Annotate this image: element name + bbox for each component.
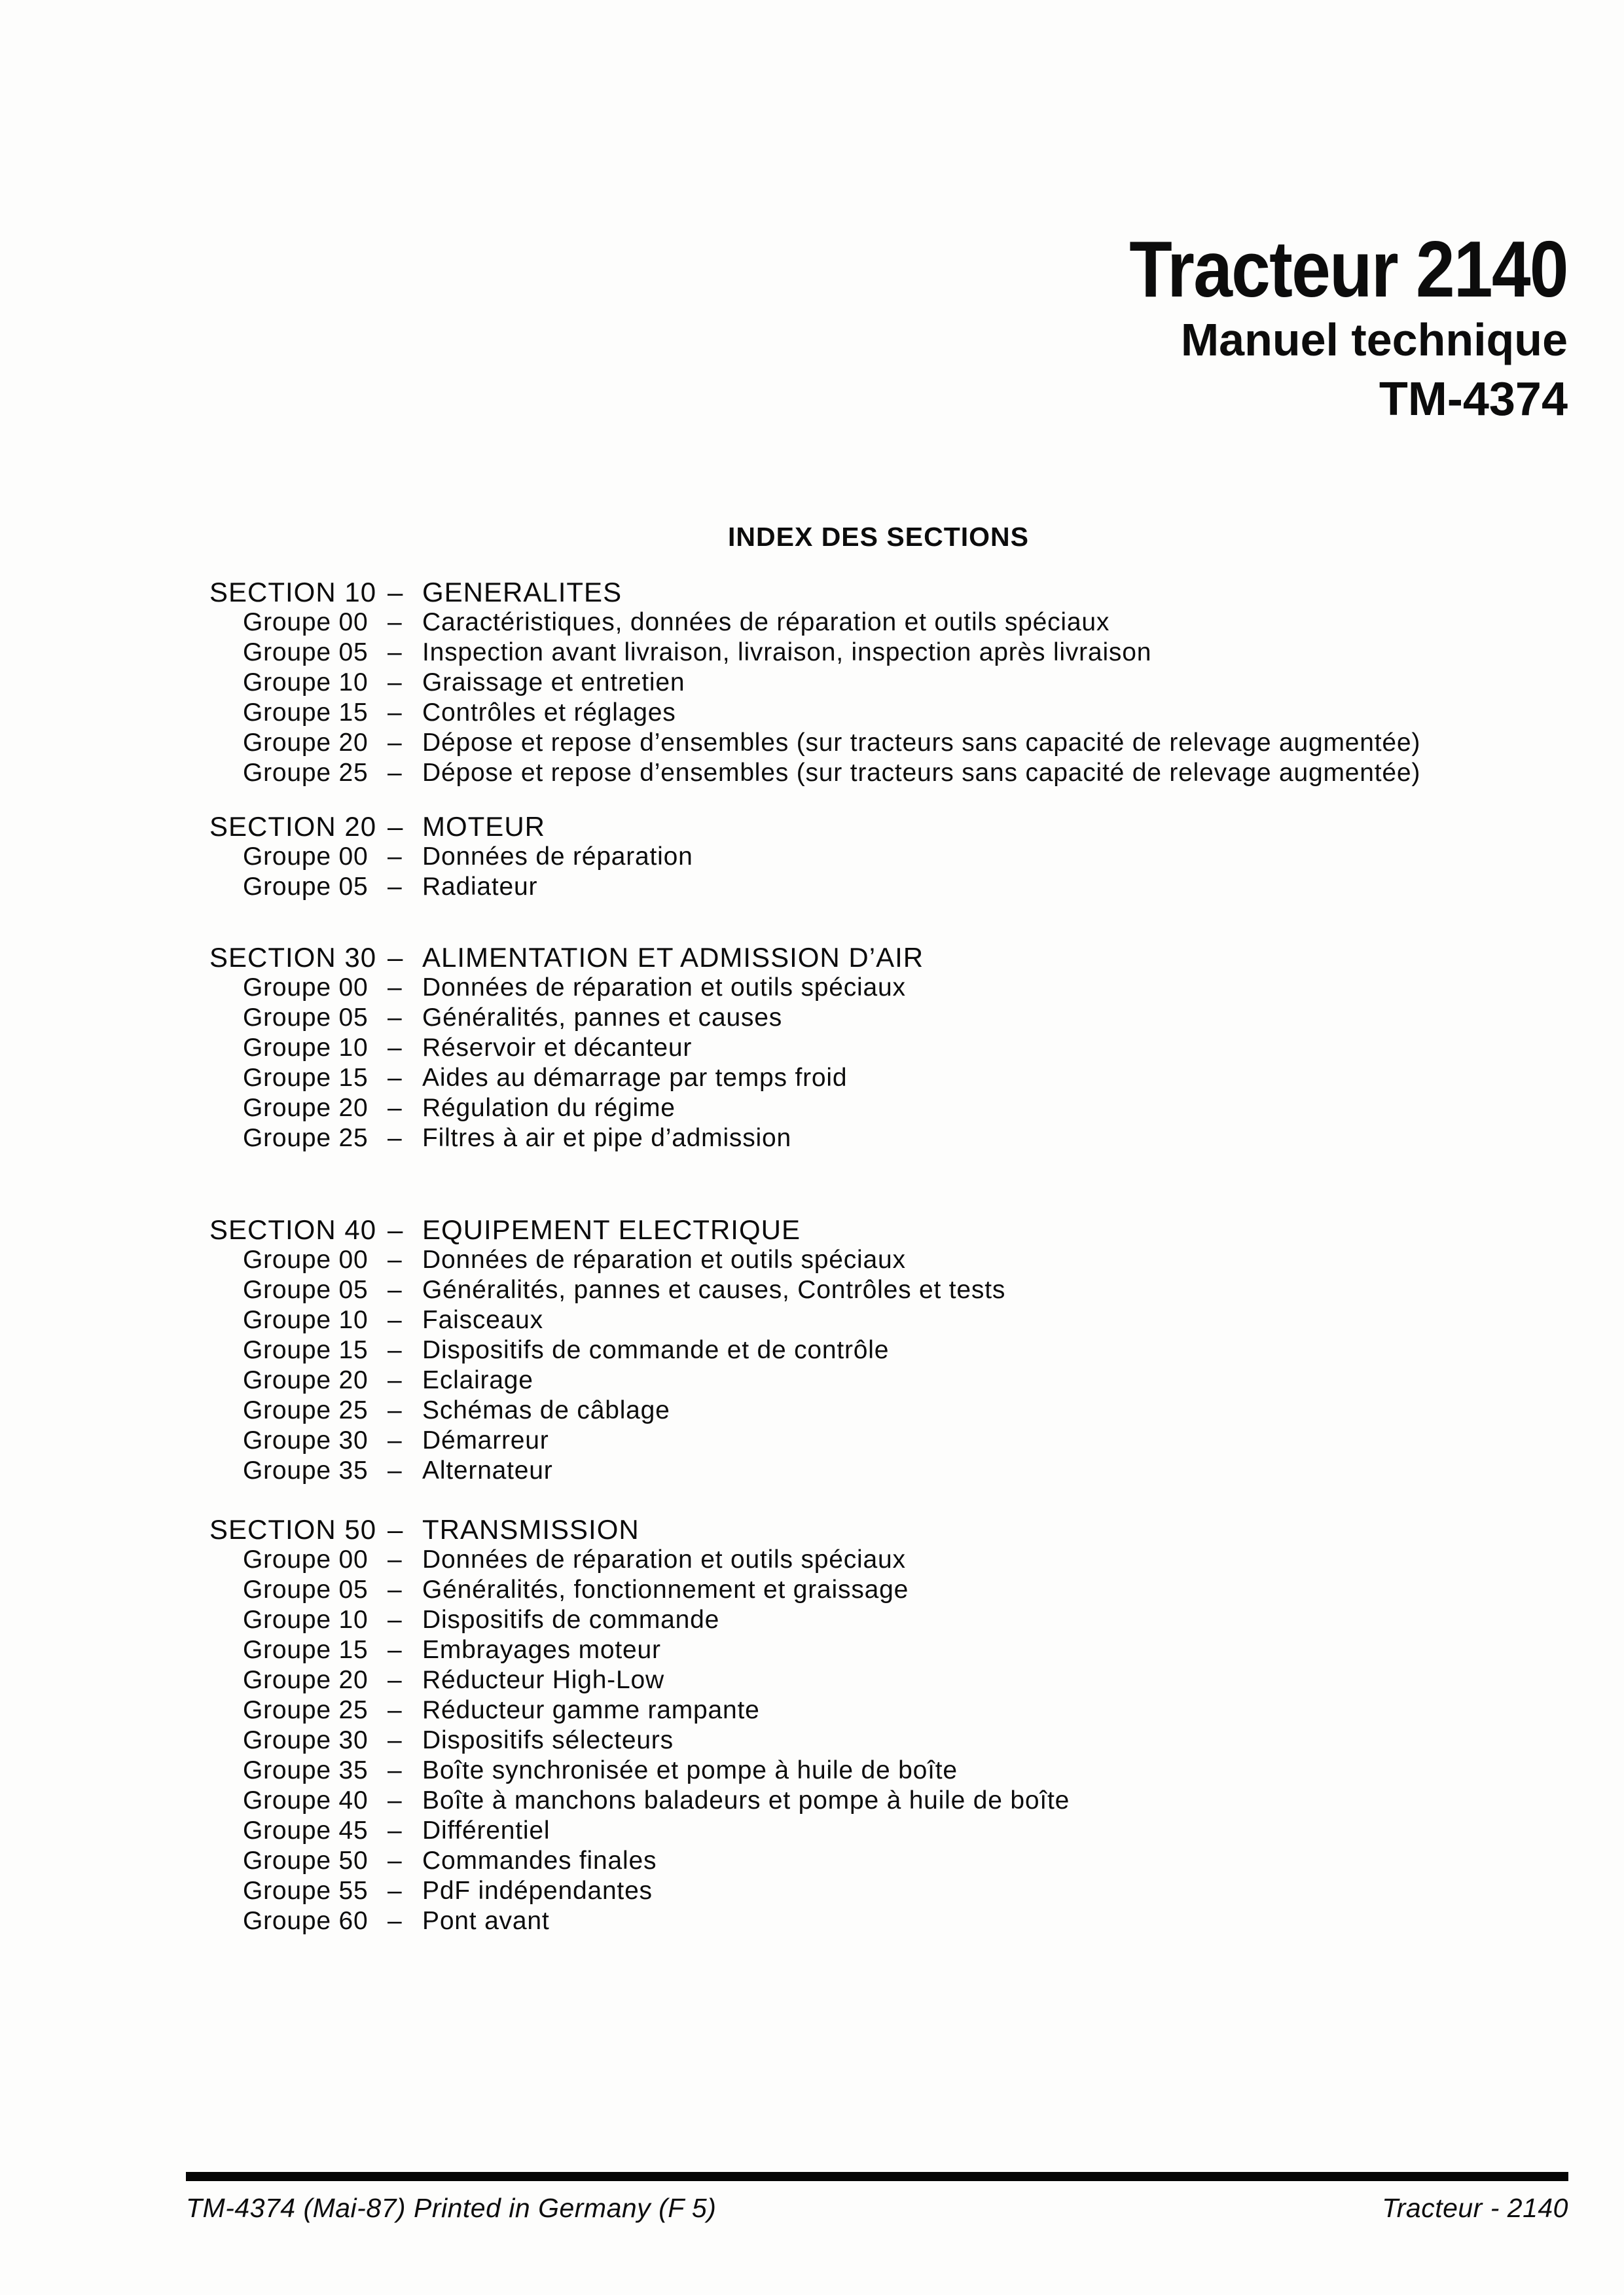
group-description: Schémas de câblage <box>422 1396 670 1424</box>
group-description: Généralités, pannes et causes, Contrôles et tests <box>422 1276 1006 1304</box>
section-title: GENERALITES <box>422 577 623 607</box>
page-footer <box>186 2193 1568 2224</box>
group-label: Groupe 15 <box>243 1064 369 1092</box>
group-description: Boîte à manchons baladeurs et pompe à huile de boîte <box>422 1786 1070 1815</box>
group-row <box>209 1245 1584 1275</box>
group-row <box>209 1033 1584 1063</box>
group-description: Données de réparation et outils spéciaux <box>422 973 906 1002</box>
group-description: Aides au démarrage par temps froid <box>422 1064 848 1092</box>
group-label: Groupe 20 <box>243 1094 369 1122</box>
dash-separator: – <box>388 1726 403 1754</box>
group-label: Groupe 30 <box>243 1726 369 1754</box>
group-label: Groupe 05 <box>243 1576 369 1604</box>
dash-separator: – <box>388 1246 403 1274</box>
footer-right-text: Tracteur - 2140 <box>1382 2193 1568 2223</box>
group-label: Groupe 00 <box>243 1246 369 1274</box>
dash-separator: – <box>388 873 403 901</box>
group-description: Embrayages moteur <box>422 1636 661 1664</box>
section-block-section-40 <box>209 1215 1584 1486</box>
group-row <box>209 1786 1584 1816</box>
dash-separator: – <box>388 842 403 871</box>
group-label: Groupe 35 <box>243 1756 369 1784</box>
dash-separator: – <box>388 1214 404 1245</box>
section-block-section-10 <box>209 577 1584 788</box>
section-label: SECTION 40 <box>209 1214 377 1245</box>
dash-separator: – <box>388 608 403 636</box>
group-label: Groupe 60 <box>243 1907 369 1935</box>
dash-separator: – <box>388 1545 403 1574</box>
dash-separator: – <box>388 1003 403 1032</box>
group-row <box>209 872 1584 902</box>
group-row <box>209 698 1584 728</box>
dash-separator: – <box>388 1847 403 1875</box>
group-label: Groupe 15 <box>243 1336 369 1364</box>
section-label: SECTION 50 <box>209 1514 377 1545</box>
group-description: Boîte synchronisée et pompe à huile de boîte <box>422 1756 958 1784</box>
group-row <box>209 1426 1584 1456</box>
group-description: Généralités, fonctionnement et graissage <box>422 1576 909 1604</box>
footer-left-text: TM-4374 (Mai-87) Printed in Germany (F 5) <box>186 2193 717 2223</box>
section-heading <box>209 1515 1584 1545</box>
group-label: Groupe 00 <box>243 608 369 636</box>
dash-separator: – <box>388 973 403 1002</box>
group-row <box>209 1605 1584 1635</box>
group-description: Commandes finales <box>422 1847 657 1875</box>
group-label: Groupe 20 <box>243 1666 369 1694</box>
group-description: Données de réparation et outils spéciaux <box>422 1545 906 1574</box>
section-label: SECTION 10 <box>209 577 377 607</box>
dash-separator: – <box>388 698 403 727</box>
group-row <box>209 1123 1584 1153</box>
group-label: Groupe 40 <box>243 1786 369 1815</box>
dash-separator: – <box>388 1366 403 1394</box>
group-row <box>209 638 1584 668</box>
section-block-section-30 <box>209 943 1584 1153</box>
group-description: Dépose et repose d’ensembles (sur tracteurs sans capacité de relevage augmentée) <box>422 729 1421 757</box>
group-description: Dispositifs de commande et de contrôle <box>422 1336 890 1364</box>
section-label: SECTION 20 <box>209 811 377 842</box>
group-label: Groupe 15 <box>243 1636 369 1664</box>
group-description: Dépose et repose d’ensembles (sur tracteurs sans capacité de relevage augmentée) <box>422 759 1421 787</box>
dash-separator: – <box>388 1666 403 1694</box>
group-label: Groupe 00 <box>243 1545 369 1574</box>
dash-separator: – <box>388 1276 403 1304</box>
group-description: Contrôles et réglages <box>422 698 676 727</box>
group-row <box>209 1365 1584 1396</box>
group-label: Groupe 35 <box>243 1456 369 1485</box>
dash-separator: – <box>388 1756 403 1784</box>
group-label: Groupe 20 <box>243 729 369 757</box>
section-block-section-20 <box>209 812 1584 902</box>
group-row <box>209 1906 1584 1936</box>
dash-separator: – <box>388 729 403 757</box>
group-description: Alternateur <box>422 1456 553 1485</box>
dash-separator: – <box>388 1456 403 1485</box>
group-description: Réducteur gamme rampante <box>422 1696 760 1724</box>
group-row <box>209 1396 1584 1426</box>
group-label: Groupe 05 <box>243 638 369 666</box>
dash-separator: – <box>388 668 403 696</box>
group-description: Différentiel <box>422 1816 550 1845</box>
group-row <box>209 1063 1584 1093</box>
group-description: Démarreur <box>422 1426 549 1455</box>
group-row <box>209 1756 1584 1786</box>
group-row <box>209 1846 1584 1876</box>
dash-separator: – <box>388 1786 403 1815</box>
group-label: Groupe 10 <box>243 1606 369 1634</box>
group-row <box>209 1816 1584 1846</box>
group-label: Groupe 25 <box>243 759 369 787</box>
manual-number: TM-4374 <box>1379 373 1568 425</box>
group-row <box>209 1335 1584 1365</box>
group-description: Données de réparation et outils spéciaux <box>422 1246 906 1274</box>
group-description: Inspection avant livraison, livraison, inspection après livraison <box>422 638 1152 666</box>
footer-rule <box>186 2172 1568 2181</box>
group-label: Groupe 05 <box>243 1276 369 1304</box>
group-row <box>209 1635 1584 1665</box>
group-label: Groupe 10 <box>243 1034 369 1062</box>
section-block-section-50 <box>209 1515 1584 1936</box>
manual-title: Tracteur 2140 <box>1129 225 1568 314</box>
dash-separator: – <box>388 1124 403 1152</box>
dash-separator: – <box>388 1907 403 1935</box>
dash-separator: – <box>388 1696 403 1724</box>
group-row <box>209 1456 1584 1486</box>
dash-separator: – <box>388 1094 403 1122</box>
title-block <box>1070 225 1568 425</box>
group-description: Généralités, pannes et causes <box>422 1003 783 1032</box>
group-label: Groupe 45 <box>243 1816 369 1845</box>
group-description: Filtres à air et pipe d’admission <box>422 1124 791 1152</box>
group-description: Données de réparation <box>422 842 693 871</box>
group-description: Dispositifs sélecteurs <box>422 1726 674 1754</box>
index-heading: INDEX DES SECTIONS <box>728 522 1029 552</box>
dash-separator: – <box>388 1396 403 1424</box>
group-row <box>209 1665 1584 1695</box>
group-row <box>209 1003 1584 1033</box>
group-label: Groupe 00 <box>243 973 369 1002</box>
group-row <box>209 973 1584 1003</box>
dash-separator: – <box>388 1514 404 1545</box>
group-description: Réducteur High-Low <box>422 1666 664 1694</box>
section-heading <box>209 943 1584 973</box>
section-title: TRANSMISSION <box>422 1514 640 1545</box>
dash-separator: – <box>388 1636 403 1664</box>
dash-separator: – <box>388 1877 403 1905</box>
dash-separator: – <box>388 1606 403 1634</box>
section-heading <box>209 577 1584 607</box>
group-label: Groupe 25 <box>243 1396 369 1424</box>
group-row <box>209 1575 1584 1605</box>
dash-separator: – <box>388 1034 403 1062</box>
group-label: Groupe 10 <box>243 1306 369 1334</box>
group-row <box>209 1545 1584 1575</box>
group-description: Dispositifs de commande <box>422 1606 720 1634</box>
group-description: Graissage et entretien <box>422 668 685 696</box>
group-row <box>209 1305 1584 1335</box>
group-description: PdF indépendantes <box>422 1877 653 1905</box>
dash-separator: – <box>388 1426 403 1455</box>
group-description: Eclairage <box>422 1366 533 1394</box>
group-description: Pont avant <box>422 1907 550 1935</box>
section-label: SECTION 30 <box>209 942 377 973</box>
group-label: Groupe 05 <box>243 873 369 901</box>
group-label: Groupe 55 <box>243 1877 369 1905</box>
group-label: Groupe 30 <box>243 1426 369 1455</box>
group-row <box>209 1695 1584 1726</box>
group-row <box>209 1275 1584 1305</box>
manual-subtitle: Manuel technique <box>1180 314 1568 365</box>
group-label: Groupe 50 <box>243 1847 369 1875</box>
section-heading <box>209 1215 1584 1245</box>
group-label: Groupe 05 <box>243 1003 369 1032</box>
group-row <box>209 607 1584 638</box>
group-row <box>209 668 1584 698</box>
dash-separator: – <box>388 942 404 973</box>
group-description: Faisceaux <box>422 1306 543 1334</box>
dash-separator: – <box>388 1306 403 1334</box>
group-row <box>209 1876 1584 1906</box>
group-description: Radiateur <box>422 873 538 901</box>
group-label: Groupe 10 <box>243 668 369 696</box>
group-description: Régulation du régime <box>422 1094 676 1122</box>
group-row <box>209 1093 1584 1123</box>
group-label: Groupe 00 <box>243 842 369 871</box>
group-label: Groupe 20 <box>243 1366 369 1394</box>
group-label: Groupe 25 <box>243 1696 369 1724</box>
group-description: Caractéristiques, données de réparation et outils spéciaux <box>422 608 1110 636</box>
group-row <box>209 728 1584 758</box>
group-row <box>209 842 1584 872</box>
dash-separator: – <box>388 759 403 787</box>
dash-separator: – <box>388 1576 403 1604</box>
dash-separator: – <box>388 638 403 666</box>
section-title: ALIMENTATION ET ADMISSION D’AIR <box>422 942 924 973</box>
section-title: MOTEUR <box>422 811 545 842</box>
group-row <box>209 758 1584 788</box>
group-description: Réservoir et décanteur <box>422 1034 693 1062</box>
dash-separator: – <box>388 1336 403 1364</box>
dash-separator: – <box>388 1816 403 1845</box>
dash-separator: – <box>388 1064 403 1092</box>
group-label: Groupe 25 <box>243 1124 369 1152</box>
dash-separator: – <box>388 577 404 607</box>
section-heading <box>209 812 1584 842</box>
dash-separator: – <box>388 811 404 842</box>
group-label: Groupe 15 <box>243 698 369 727</box>
sections-index <box>209 577 1584 1936</box>
group-row <box>209 1726 1584 1756</box>
section-title: EQUIPEMENT ELECTRIQUE <box>422 1214 801 1245</box>
